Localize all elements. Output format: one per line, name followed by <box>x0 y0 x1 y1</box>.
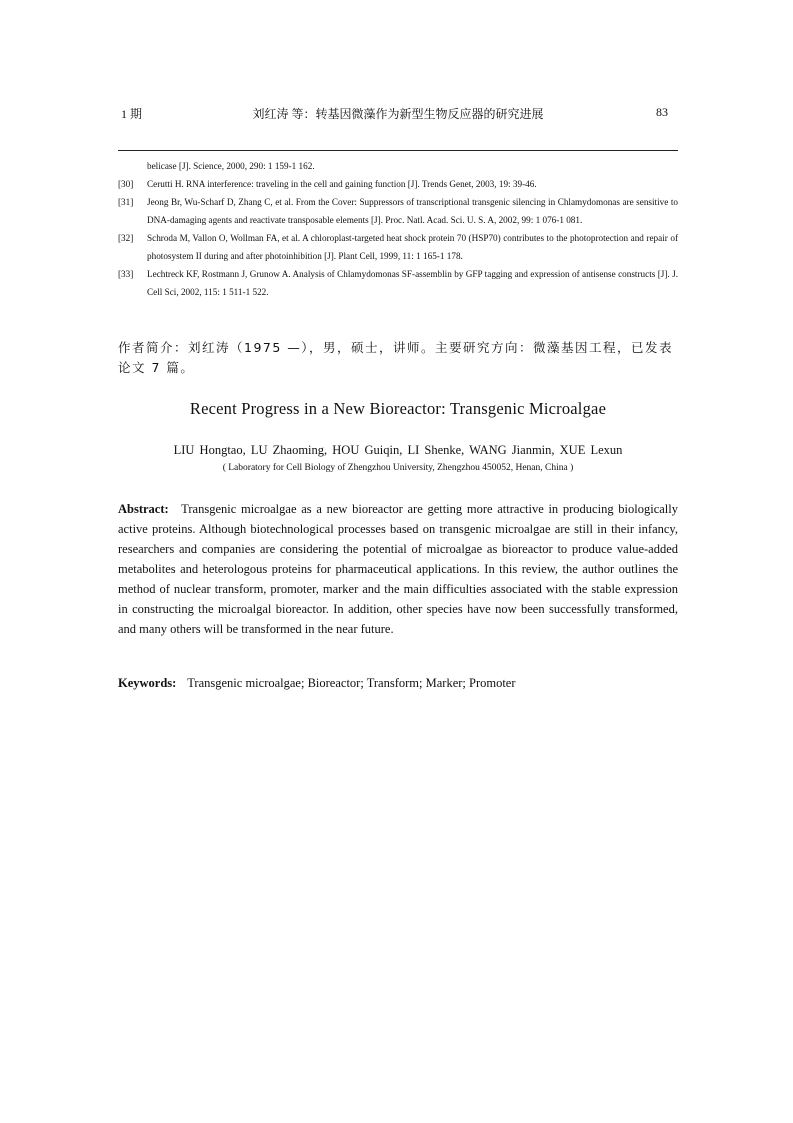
reference-item <box>118 175 678 193</box>
author-bio: 作者简介：刘红涛（1975 —），男，硕士，讲师。主要研究方向：微藻基因工程，已发表论文 7 篇。 <box>118 340 674 375</box>
reference-text: Cerutti H. RNA interference: traveling in the cell and gaining function [J]. Trends Genet, 2003, 19: 39-46. <box>147 179 537 189</box>
reference-number: [32] <box>118 233 134 243</box>
abstract-label: Abstract: <box>118 502 169 516</box>
english-affiliation: ( Laboratory for Cell Biology of Zhengzhou University, Zhengzhou 450052, Henan, China ) <box>222 463 574 473</box>
reference-item <box>118 193 678 229</box>
reference-item <box>118 157 678 175</box>
reference-list <box>118 157 678 301</box>
reference-number: [33] <box>118 269 134 279</box>
reference-text: belicase [J]. Science, 2000, 290: 1 159-1 162. <box>147 161 315 171</box>
page-header <box>118 105 678 125</box>
reference-item <box>118 229 678 265</box>
keywords-label: Keywords: <box>118 676 177 690</box>
abstract-text: Transgenic microalgae as a new bioreactor are getting more attractive in producing biologically active proteins. Although biotechnological processes based on transgenic microalgae are still in their infancy, researchers and companies are considering the potential of microalgae as bioreactor to produce value-added metabolites and heterologous proteins for pharmaceutical applications. In this review, the author outlines the method of nuclear transform, promoter, marker and the main difficulties associated with the stable expression in constructing the microalgal bioreactor. In addition, other species have now been successfully transformed, and many others will be transformed in the near future. <box>118 502 678 636</box>
reference-item <box>118 265 678 301</box>
reference-number: [30] <box>118 179 134 189</box>
reference-text: Jeong Br, Wu-Scharf D, Zhang C, et al. From the Cover: Suppressors of transcriptional transgenic silencing in Chlamydomonas are sensitive to DNA-damaging agents and reactivate transposable elements [J]. Proc. Natl. Acad. Sci. U. S. A, 2002, 99: 1 076-1 081. <box>147 197 678 225</box>
keywords-text: Transgenic microalgae; Bioreactor; Transform; Marker; Promoter <box>187 676 516 690</box>
running-title: 刘红涛 等：转基因微藻作为新型生物反应器的研究进展 <box>252 107 544 121</box>
page-number: 83 <box>656 105 668 119</box>
english-title: Recent Progress in a New Bioreactor: Transgenic Microalgae <box>189 399 607 418</box>
keywords-paragraph <box>118 673 678 693</box>
reference-number: [31] <box>118 197 134 207</box>
reference-text: Schroda M, Vallon O, Wollman FA, et al. A chloroplast-targeted heat shock protein 70 (HSP70) contributes to the photoprotection and repair of photosystem II during and after photoinhibition [J]. Plant Cell, 1999, 11: 1 165-1 178. <box>147 233 678 261</box>
reference-text: Lechtreck KF, Rostmann J, Grunow A. Analysis of Chlamydomonas SF-assemblin by GFP tagging and expression of antisense constructs [J]. J. Cell Sci, 2002, 115: 1 511-1 522. <box>147 269 678 297</box>
issue-number: 1 期 <box>121 107 143 121</box>
header-rule <box>118 150 678 151</box>
abstract-paragraph <box>118 499 678 639</box>
english-authors: LIU Hongtao, LU Zhaoming, HOU Guiqin, LI Shenke, WANG Jianmin, XUE Lexun <box>173 443 623 457</box>
